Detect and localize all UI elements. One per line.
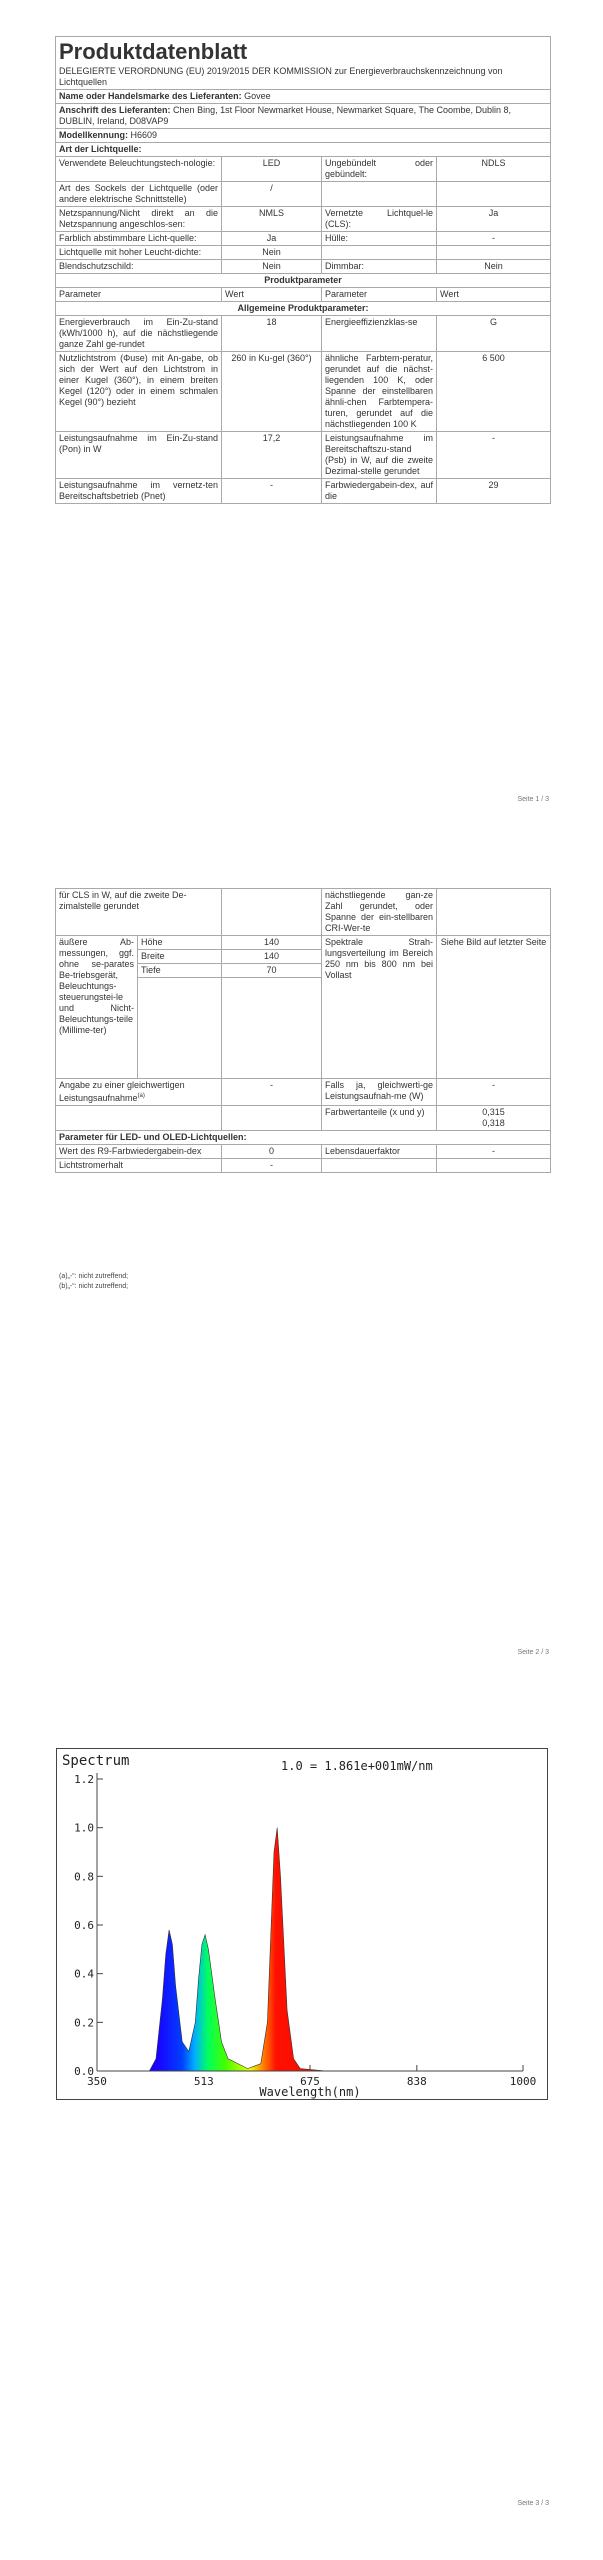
general-row	[56, 352, 551, 432]
supplier-address-row	[56, 104, 551, 129]
led-row-value: 0	[222, 1145, 322, 1159]
general-row-label: Leistungsaufnahme im vernetz-ten Bereitschaftsbetrieb (Pnet)	[56, 479, 222, 504]
datasheet-page2	[55, 888, 550, 1173]
x-tick-label: 513	[193, 2075, 214, 2088]
general-row-label: Energieverbrauch im Ein-Zu-stand (kWh/1000 h), auf die nächstliegende ganze Zahl ge-rundet	[56, 316, 222, 352]
equivalent-power-label: Falls ja, gleichwerti-ge Leistungsaufnah-me (W)	[322, 1079, 437, 1106]
datasheet-table-2	[55, 888, 551, 1173]
led-row-value: -	[222, 1159, 322, 1173]
regulation-text: DELEGIERTE VERORDNUNG (EU) 2019/2015 DER KOMMISSION zur Energieverbrauchskennzeichnung von Lichtquellen	[56, 65, 551, 90]
dimension-blank	[138, 978, 222, 1079]
type-row	[56, 260, 551, 274]
y-tick-label: 1.2	[74, 1773, 94, 1786]
y-tick-label: 0.2	[74, 2016, 94, 2030]
general-row-value: 18	[222, 316, 322, 352]
general-row-value-2: G	[437, 316, 551, 352]
continued-value-2	[437, 889, 551, 936]
type-row-value-2: Ja	[437, 207, 551, 232]
type-row-value: Nein	[222, 246, 322, 260]
model-row	[56, 129, 551, 143]
type-row-value: Ja	[222, 232, 322, 246]
type-row-label-2: Hülle:	[322, 232, 437, 246]
page-number-3: Seite 3 / 3	[517, 2500, 549, 2507]
param-header-row	[56, 288, 551, 302]
type-row	[56, 207, 551, 232]
type-row-label-2: Dimmbar:	[322, 260, 437, 274]
chromaticity-blank	[56, 1106, 222, 1131]
dimensions-row	[56, 936, 551, 950]
x-tick-label: 350	[87, 2075, 107, 2088]
y-tick-label: 0.4	[74, 1967, 94, 1981]
param-col-header: Parameter	[56, 288, 222, 302]
supplier-name-value: Govee	[244, 91, 271, 101]
led-row	[56, 1159, 551, 1173]
param-col-header-2: Parameter	[322, 288, 437, 302]
continued-label-2: nächstliegende gan-ze Zahl gerundet, oder Spanne der ein-stellbaren CRI-Wer-te	[322, 889, 437, 936]
lightsource-type-header: Art der Lichtquelle:	[56, 143, 551, 157]
dimension-value: 140	[222, 950, 322, 964]
value-col-header-2: Wert	[437, 288, 551, 302]
led-params-header: Parameter für LED- und OLED-Lichtquellen:	[56, 1131, 551, 1145]
general-row-label-2: ähnliche Farbtem-peratur, gerundet auf die nächst-liegenden 100 K, oder Spanne der einstellbaren ähnli-chen Farbtempera-turen, gerundet auf die nächstliegenden 100 K	[322, 352, 437, 432]
x-tick-label: 675	[300, 2075, 320, 2088]
led-row-label: Wert des R9-Farbwiedergabein-dex	[56, 1145, 222, 1159]
product-params-header: Produktparameter	[56, 274, 551, 288]
general-row-value: 17,2	[222, 432, 322, 479]
continued-label: für CLS in W, auf die zweite De-zimalstelle gerundet	[56, 889, 222, 936]
type-row-value: Nein	[222, 260, 322, 274]
type-row-label-2: Ungebündelt oder gebündelt:	[322, 157, 437, 182]
type-row-label: Verwendete Beleuchtungstech-nologie:	[56, 157, 222, 182]
dimension-value: 140	[222, 936, 322, 950]
led-row-value-2: -	[437, 1145, 551, 1159]
chart-border	[57, 1749, 548, 2100]
dimension-key: Breite	[138, 950, 222, 964]
supplier-name-label: Name oder Handelsmarke des Lieferanten:	[59, 91, 242, 101]
footnote-b: (b)„-“: nicht zutreffend;	[59, 1283, 129, 1290]
chart-annotation: 1.0 = 1.861e+001mW/nm	[281, 1759, 433, 1773]
equivalent-row	[56, 1079, 551, 1106]
type-row-value-2: NDLS	[437, 157, 551, 182]
chromaticity-y: 0,318	[482, 1118, 505, 1128]
led-row-label-2	[322, 1159, 437, 1173]
type-row-value: LED	[222, 157, 322, 182]
general-row	[56, 479, 551, 504]
equivalent-power-value: -	[437, 1079, 551, 1106]
type-row	[56, 232, 551, 246]
dimension-key: Tiefe	[138, 964, 222, 978]
type-row-label: Netzspannung/Nicht direkt an die Netzspannung angeschlos-sen:	[56, 207, 222, 232]
general-row-value: 260 in Ku-gel (360°)	[222, 352, 322, 432]
type-row-value-2	[437, 246, 551, 260]
dimension-key: Höhe	[138, 936, 222, 950]
type-row-value: /	[222, 182, 322, 207]
general-row-label: Leistungsaufnahme im Ein-Zu-stand (Pon) in W	[56, 432, 222, 479]
general-row-value-2: 6 500	[437, 352, 551, 432]
led-row-label: Lichtstromerhalt	[56, 1159, 222, 1173]
general-params-header: Allgemeine Produktparameter:	[56, 302, 551, 316]
footnote-a: (a)„-“: nicht zutreffend;	[59, 1273, 129, 1280]
model-value: H6609	[130, 130, 158, 140]
led-row	[56, 1145, 551, 1159]
x-tick-label: 1000	[509, 2075, 537, 2088]
type-row-value-2: -	[437, 232, 551, 246]
type-row-value-2	[437, 182, 551, 207]
continued-value	[222, 889, 322, 936]
page-1	[0, 0, 603, 810]
general-row-label-2: Energieeffizienzklas-se	[322, 316, 437, 352]
page-number-1: Seite 1 / 3	[517, 796, 549, 803]
datasheet-table-1	[55, 36, 551, 504]
chromaticity-label: Farbwertanteile (x und y)	[322, 1106, 437, 1131]
model-label: Modellkennung:	[59, 130, 128, 140]
general-row-label-2: Farbwiedergabein-dex, auf die	[322, 479, 437, 504]
type-row-label: Art des Sockels der Lichtquelle (oder andere elektrische Schnittstelle)	[56, 182, 222, 207]
y-tick-label: 0.0	[74, 2065, 94, 2078]
chromaticity-blank-value	[222, 1106, 322, 1131]
type-row-value: NMLS	[222, 207, 322, 232]
supplier-name-row	[56, 90, 551, 104]
y-tick-label: 0.6	[74, 1919, 94, 1932]
dimension-blank-value	[222, 978, 322, 1079]
type-row-value-2: Nein	[437, 260, 551, 274]
chromaticity-x: 0,315	[482, 1107, 505, 1117]
x-axis-label: Wavelength(nm)	[259, 2085, 361, 2099]
equivalent-label-text: Angabe zu einer gleichwertigen Leistungsaufnahme	[59, 1080, 185, 1103]
led-row-value-2	[437, 1159, 551, 1173]
type-row	[56, 246, 551, 260]
y-tick-label: 0.8	[74, 1870, 94, 1884]
continued-row	[56, 889, 551, 936]
footnotes	[59, 1272, 128, 1292]
dimension-value: 70	[222, 964, 322, 978]
general-row	[56, 432, 551, 479]
chromaticity-value	[437, 1106, 551, 1131]
led-row-label-2: Lebensdauerfaktor	[322, 1145, 437, 1159]
page-title: Produktdatenblatt	[56, 37, 551, 66]
general-row-value: -	[222, 479, 322, 504]
type-row-label-2: Vernetzte Lichtquel-le (CLS):	[322, 207, 437, 232]
supplier-address-label: Anschrift des Lieferanten:	[59, 105, 171, 115]
supplier-address-value: Chen Bing, 1st Floor Newmarket House, Newmarket Square, The Coombe, Dublin 8, DUBLIN, Ireland, D08VAP9	[59, 105, 512, 126]
general-row-value-2: -	[437, 432, 551, 479]
datasheet-page1	[55, 36, 550, 504]
type-row	[56, 182, 551, 207]
chromaticity-row	[56, 1106, 551, 1131]
type-row-label-2	[322, 182, 437, 207]
equivalent-value: -	[222, 1079, 322, 1106]
x-tick-label: 838	[406, 2075, 427, 2088]
dimensions-label: äußere Ab-messungen, ggf. ohne se-parates Be-triebsgerät, Beleuchtungs-steuerungstei-le und Nicht-Beleuchtungs-teile (Millime-ter)	[56, 936, 138, 1079]
page-number-2: Seite 2 / 3	[517, 1649, 549, 1656]
spectrum-label: Spektrale Strah-lungsverteilung im Bereich 250 nm bis 800 nm bei Vollast	[322, 936, 437, 1079]
spectrum-value: Siehe Bild auf letzter Seite	[437, 936, 551, 1079]
equivalent-label	[56, 1079, 222, 1106]
type-row-label: Farblich abstimmbare Licht-quelle:	[56, 232, 222, 246]
spectrum-chart	[56, 1748, 548, 2100]
y-tick-label: 1.0	[74, 1821, 94, 1835]
value-col-header: Wert	[222, 288, 322, 302]
type-row-label: Blendschutzschild:	[56, 260, 222, 274]
page-2	[0, 885, 603, 1685]
equivalent-footnote-ref: (a)	[137, 1093, 145, 1099]
general-row-label-2: Leistungsaufnahme im Bereitschaftszu-stand (Psb) in W, auf die zweite Dezimal-stelle gerundet	[322, 432, 437, 479]
type-row-label-2	[322, 246, 437, 260]
general-row-value-2: 29	[437, 479, 551, 504]
type-row-label: Lichtquelle mit hoher Leucht-dichte:	[56, 246, 222, 260]
general-row	[56, 316, 551, 352]
chart-title: Spectrum	[62, 1753, 130, 1769]
general-row-label: Nutzlichtstrom (Φuse) mit An-gabe, ob sich der Wert auf den Lichtstrom in einer Kugel (360°), in einem breiten Kegel (120°) oder in einem schmalen Kegel (90°) bezieht	[56, 352, 222, 432]
type-row	[56, 157, 551, 182]
